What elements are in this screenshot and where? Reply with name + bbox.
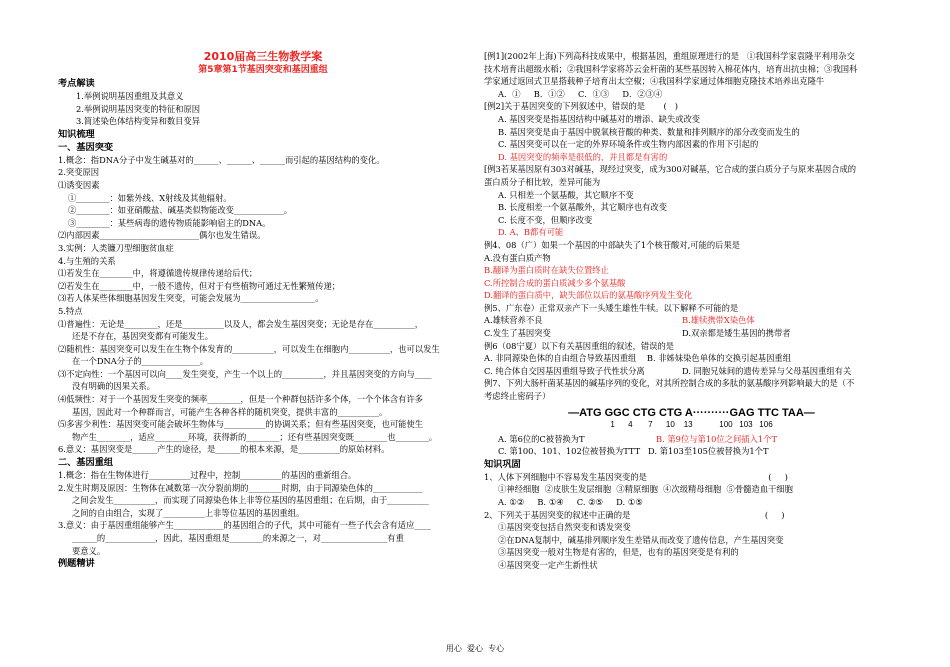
text-line: [58, 154, 468, 167]
line-text: 1.概念：指在生物体进行__________过程中，控制__________的基因的重新组合。: [58, 470, 357, 481]
text-line: [58, 343, 468, 356]
text-line: [58, 305, 468, 318]
text-line: [58, 545, 468, 558]
text-line: [484, 496, 899, 509]
right-column: [484, 50, 899, 572]
section-heading: [58, 557, 468, 570]
line-text: A. 非同源染色体的自由组合导致基因重组 B. 非姊妹染色单体的交换引起基因重组: [484, 353, 791, 364]
line-text: C. 第100、101、102位被替换为TTT D. 第103至105位被替换为1个T: [498, 446, 769, 457]
line-text: ⑴诱变因素: [58, 179, 100, 190]
example-questions-block: [484, 50, 899, 403]
text-line: [58, 204, 468, 217]
line-text: 3.实例：人类镰刀型细胞贫血症: [58, 242, 174, 253]
text-line: [484, 226, 899, 239]
dna-position-numbers: 1 4 7 10 13 100 103 106: [610, 419, 773, 429]
line-text: ⑸多害少利性：基因突变可能会破坏生物体与__________的协调关系；但有些基因突变，也可能使生: [58, 419, 424, 430]
text-line: [484, 390, 899, 403]
line-text: 1.举例说明基因重组及其意义: [76, 91, 184, 101]
text-line: [484, 352, 899, 365]
text-line: [484, 239, 899, 252]
line-text: 之间的自由组合，实现了__________上非等位基因的基因重组。: [72, 507, 305, 518]
line-text: ①________：如紫外线、X射线及其他辐射。: [68, 192, 232, 203]
text-line: [58, 532, 468, 545]
line-text: A．① B．①② C．①③ D．②③④: [498, 88, 663, 99]
text-line: [58, 355, 468, 368]
section-heading: [58, 128, 468, 141]
text-line: [58, 406, 468, 419]
line-text-option: B.雄犊携带X染色体: [682, 315, 755, 326]
text-line: [58, 393, 468, 406]
text-line: [484, 314, 899, 327]
line-text: ⑴普遍性：无论是________，还是__________以及人，都会发生基因突变；无论是存在__________，: [58, 318, 424, 329]
line-text: ⑵若发生在________中，一般不遗传，但对于有些植物可通过无性繁殖传递；: [58, 280, 341, 291]
line-text: 蛋白质分子相比较，差异可能为: [484, 176, 601, 187]
line-text: 例6（08宁夏）以下有关基因重组的叙述，错误的是: [484, 340, 675, 351]
text-line: [58, 418, 468, 431]
line-text: ②________：如亚硝酸盐、碱基类似物能改变____________。: [68, 205, 293, 216]
line-text: A. 基因突变是指基因结构中碱基对的增添、缺失或改变: [498, 113, 701, 124]
text-line: [58, 90, 468, 103]
page-title: 2010届高三生物教学案: [203, 50, 323, 63]
text-line: [58, 519, 468, 532]
line-text: C. 纯合体自交因基因重组导致子代性状分离: [484, 365, 645, 376]
line-text: [例3若某基因原有303对碱基，现经过突变，成为300对碱基，它合成的蛋白质分子与原来基因合成的: [484, 164, 857, 175]
text-line: [58, 115, 468, 128]
line-text: ③基因突变一般对生物是有害的，但是，也有的基因突变是有利的: [498, 547, 739, 558]
line-text: A. 只相差一个氨基酸，其它顺序不变: [498, 189, 634, 200]
text-line: [484, 377, 899, 390]
section-heading: [58, 77, 468, 90]
text-line: [484, 289, 899, 302]
line-text: 之间会发生__________，而实现了同源染色体上非等位基因的基因重组；在后期，由于__________: [72, 495, 429, 506]
text-line: [484, 88, 899, 101]
text-line: [58, 179, 468, 192]
text-line: [58, 482, 468, 495]
line-text: 1.概念：指DNA分子中发生碱基对的______、______、______而引起的基因结构的变化。: [58, 154, 385, 165]
line-text: A. ①② B. ①④ C. ②⑤ D. ①⑤: [498, 497, 643, 507]
line-text: 考虑终止密码子）: [484, 391, 551, 402]
line-text: 还是不存在，基因突变都有可能发生。: [72, 331, 214, 342]
line-text: D.翻译的蛋白质中，缺失部位以后的氨基酸序列发生变化: [484, 290, 693, 301]
line-text: ②在DNA复制中，碱基排列顺序发生差错从而改变了遗传信息，产生基因突变: [498, 534, 784, 545]
text-line: [58, 330, 468, 343]
line-text: 一、基因突变: [58, 141, 114, 153]
line-text: ①神经细胞 ②皮肤生发层细胞 ③精原细胞 ④次级精母细胞 ⑤骨髓造血干细胞: [498, 484, 793, 495]
text-line: [484, 138, 899, 151]
text-line: [484, 151, 899, 164]
text-line: [484, 534, 899, 547]
line-text: C.所控制合成的蛋白质减少多个氨基酸: [484, 277, 626, 288]
text-line: [484, 264, 899, 277]
line-text: ④基因突变一定产生新性状: [498, 559, 598, 570]
text-line: [58, 292, 468, 305]
text-line: [484, 559, 899, 572]
text-line: [484, 471, 899, 484]
text-line: [484, 126, 899, 139]
text-line: [58, 280, 468, 293]
text-line: [58, 368, 468, 381]
text-line: [484, 340, 899, 353]
text-line: [484, 113, 899, 126]
line-text: ③________：某些病毒的遗传物质能影响宿主的DNA。: [68, 217, 271, 228]
text-line: [484, 63, 899, 76]
line-text: 学家通过返回式卫星搭载种子培育出太空椒；④我国科学家通过体细胞克隆技术培养出克隆牛: [484, 76, 825, 87]
line-text: 3.意义：由于基因重组能够产生____________的基因组合的子代，其中可能有一些子代会含有适应____: [58, 520, 431, 531]
line-text: 例7、下列大肠杆菌某基因的碱基序列的变化，对其所控制合成的多肽的氨基酸序列影响最大的是（不: [484, 378, 855, 389]
line-text: 例4、08（广）如果一个基因的中部缺失了1个核苷酸对,可能的后果是: [484, 239, 741, 250]
line-text: 没有明确的因果关系。: [72, 381, 155, 392]
line-text: A.雄犊营养不良: [484, 315, 543, 326]
line-text: 1、人体下列细胞中不容易发生基因突变的是 ( ): [484, 471, 788, 482]
section-heading: [58, 456, 468, 469]
line-text: 二、基因重组: [58, 457, 114, 469]
line-text: ⑶不定向性：一个基因可以向____发生突变，产生一个以上的__________，并且基因突变的方向与____: [58, 368, 432, 379]
text-line: [484, 483, 899, 496]
text-line: [484, 302, 899, 315]
line-text: 2.突变原因: [58, 167, 100, 178]
page-subtitle: 第5章第1节基因突变和基因重组: [198, 65, 328, 75]
line-text: ⑴若发生在________中，将遵循遗传规律传递给后代；: [58, 268, 258, 279]
dna-sequence: —ATG GGC CTG CTG A··········GAG TTC TAA—: [568, 406, 815, 419]
line-text: C.发生了基因突变: [484, 328, 551, 339]
line-text: ⑵随机性：基因突变可以发生在生物个体发育的__________，可以发生在细胞内__________，也可以发生: [58, 343, 440, 354]
line-text: 2.举例说明基因突变的特征和原因: [76, 103, 201, 114]
text-line: [58, 192, 468, 205]
line-text: [例1](2002年上海)下列高科技成果中，根据基因，重组原理进行的是 ①我国科学家袁隆平利用杂交: [484, 51, 855, 61]
line-text: ⑷低频性：对于一个基因发生突变的频率________，但是一个种群包括许多个体，一个个体含有许多: [58, 394, 424, 405]
section-heading: [484, 458, 899, 471]
line-text: D. A、B都有可能: [498, 227, 564, 238]
text-line: [484, 201, 899, 214]
text-line: [484, 100, 899, 113]
text-line: [484, 252, 899, 265]
line-text: 考点解读: [58, 78, 95, 89]
line-text: 3.简述染色体结构变异和数目变异: [76, 116, 201, 127]
text-line: [484, 214, 899, 227]
line-text: 4.与生殖的关系: [58, 255, 116, 266]
line-text: 6.意义：基因突变是______产生的途径，是______的根本来源，是__________的原始材料。: [58, 444, 390, 455]
line-text: 物产生________，适应________环境，获得新的________；还有些基因突变既________也________。: [72, 431, 438, 442]
line-text-option: B. 第9位与第10位之间插入1个T: [656, 433, 777, 444]
text-line: [58, 494, 468, 507]
line-text: 例5、广东卷）正常双亲产下一头矮生雄性牛犊。以下解释不可能的是: [484, 302, 739, 313]
page-footer: 用心 爱心 专心: [445, 644, 505, 653]
line-text: B.翻译为蛋白质时在缺失位置终止: [484, 265, 609, 276]
consolidation-block: [484, 433, 899, 572]
line-text: 知识梳理: [58, 128, 95, 140]
line-text: C. 基因突变可以在一定的外界环境条件或生物内部因素的作用下引起的: [498, 139, 759, 150]
line-text: B. 基因突变是由于基因中脱氧核苷酸的种类、数量和排列顺序的部分改变而发生的: [498, 126, 800, 137]
text-line: [484, 433, 899, 446]
text-line: [484, 176, 899, 189]
text-line: [58, 443, 468, 456]
text-line: [484, 163, 899, 176]
line-text: ⑵内部因素________________________偶尔也发生错误。: [58, 230, 266, 241]
text-line: [484, 327, 899, 340]
text-line: [58, 469, 468, 482]
line-text: 例题精讲: [58, 558, 95, 570]
text-line: [484, 521, 899, 534]
line-text: D. 基因突变的频率是很低的，并且都是有害的: [498, 151, 668, 162]
text-line: [58, 267, 468, 280]
text-line: [484, 546, 899, 559]
section-heading: [58, 141, 468, 154]
line-text: 知识巩固: [484, 458, 521, 470]
text-line: [58, 242, 468, 255]
text-line: [58, 166, 468, 179]
text-line: [484, 365, 899, 378]
line-text: 技术培育出超级水稻；②我国科学家将苏云金杆菌的某些基因转入棉花体内，培育出抗虫棉；③我国科: [484, 63, 858, 74]
text-line: [58, 255, 468, 268]
text-line: [484, 509, 899, 522]
line-text: ①基因突变包括自然突变和诱发突变: [498, 522, 631, 533]
text-line: [58, 318, 468, 331]
line-text: B. 长度相差一个氨基酸外，其它顺序也有改变: [498, 202, 668, 213]
text-line: [484, 189, 899, 202]
left-text-block: [58, 77, 468, 570]
line-text: [例2]关于基因突变的下列叙述中，错误的是 ( ): [484, 101, 678, 112]
line-text-option: D. 同胞兄妹间的遗传差异与父母基因重组有关: [682, 365, 852, 376]
text-line: [484, 50, 899, 63]
line-text: 5.特点: [58, 305, 83, 316]
text-line: [58, 229, 468, 242]
text-line: [484, 75, 899, 88]
text-line: [58, 507, 468, 520]
line-text: A.没有蛋白质产物: [484, 252, 551, 263]
text-line: [58, 431, 468, 444]
text-line: [58, 217, 468, 230]
text-line: [484, 445, 899, 458]
line-text: 2.发生时期及原因：生物体在减数第一次分裂前期的________时期，由于同源染色体的____________: [58, 482, 423, 493]
line-text: 2、下列关于基因突变的叙述中正确的是 ( ): [484, 509, 785, 520]
text-line: [484, 277, 899, 290]
text-line: [58, 380, 468, 393]
left-column: [58, 50, 468, 570]
line-text: A. 第6位的C被替换为T: [498, 433, 585, 444]
line-text: ______的____________，因此，基因重组是________的来源之一，对________________有重: [72, 533, 404, 543]
line-text: 要意义。: [72, 545, 106, 556]
line-text: 基因，因此对一个种群而言，可能产生各种各样的随机突变，提供丰富的__________。: [72, 406, 388, 417]
line-text: C. 长度不变，但顺序改变: [498, 214, 593, 225]
line-text: 在一个DNA分子的______________。: [72, 356, 209, 367]
line-text: ⑶若人体某些体细胞基因发生突变，可能会发展为__________________。: [58, 293, 324, 304]
line-text-option: D.双亲都是矮生基因的携带者: [682, 328, 791, 339]
text-line: [58, 103, 468, 116]
